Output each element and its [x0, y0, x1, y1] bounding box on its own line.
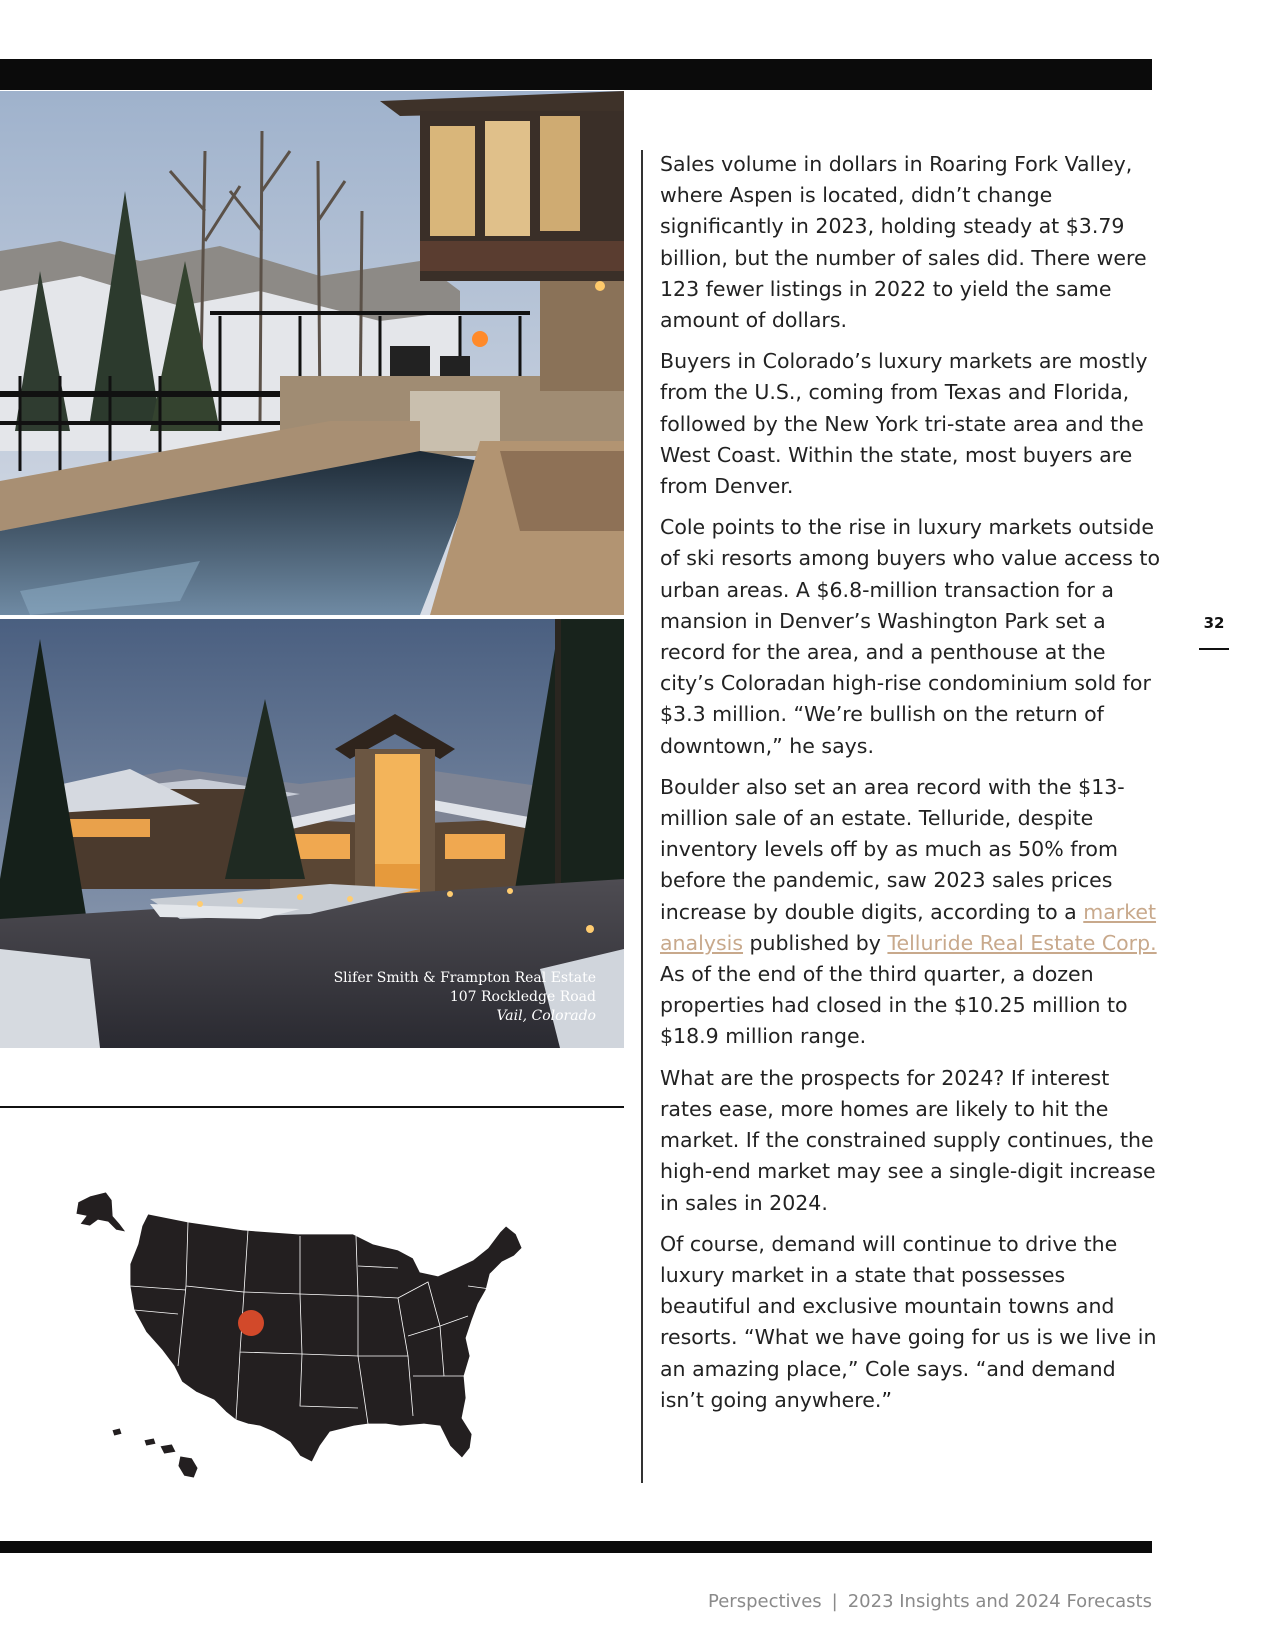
page-number: 32 [1203, 614, 1225, 632]
telluride-real-estate-link[interactable]: Telluride Real Estate Corp. [887, 930, 1157, 955]
article-paragraph [660, 772, 1160, 1053]
caption-address: 107 Rockledge Road [449, 989, 596, 1005]
article-paragraph: What are the prospects for 2024? If interest rates ease, more homes are likely to hit the market. If the constrained supply continues, the high-end market may see a single-digit increase in sales in 2024. [660, 1065, 1156, 1215]
top-bar [0, 59, 1152, 90]
photo-pool-terrace [0, 91, 624, 615]
paragraph-text: Boulder also set an area record with the $13-million sale of an estate. Telluride, despite inventory levels off by as much as 50% from before the pandemic, saw 2023 sales prices increase by double digits, according to a [660, 774, 1125, 924]
photo-caption [334, 969, 596, 1026]
column-divider [641, 150, 643, 1483]
article-paragraph: Sales volume in dollars in Roaring Fork Valley, where Aspen is located, didn’t change significantly in 2023, holding steady at $3.79 billion, but the number of sales did. There were 123 fewer listings in 2022 to yield the same amount of dollars. [660, 152, 1147, 333]
paragraph-text: As of the end of the third quarter, a dozen properties had closed in the $10.25 million to $18.9 million range. [660, 962, 1128, 1049]
footer-separator: | [831, 1591, 838, 1612]
footer [708, 1591, 1152, 1612]
article-paragraph: Buyers in Colorado’s luxury markets are mostly from the U.S., coming from Texas and Florida, followed by the New York tri-state area and the West Coast. Within the state, most buyers are from Denver. [660, 349, 1148, 499]
bottom-bar [0, 1541, 1152, 1553]
market-analysis-link[interactable]: market analysis [660, 899, 1157, 955]
article-paragraph: Cole points to the rise in luxury markets outside of ski resorts among buyers who value access to urban areas. A $6.8-million transaction for a mansion in Denver’s Washington Park set a record for the area, and a penthouse at the city’s Coloradan high-rise condominium sold for $3.3 million. “We’re bullish on the return of downtown,” he says. [660, 515, 1160, 758]
paragraph-text: published by [743, 930, 888, 955]
us-map [68, 1186, 558, 1502]
page-number-rule [1199, 648, 1229, 650]
horizontal-divider [0, 1106, 624, 1108]
article-body [660, 149, 1160, 1426]
caption-agency: Slifer Smith & Frampton Real Estate [333, 970, 596, 986]
article-paragraph: Of course, demand will continue to drive the luxury market in a state that possesses beautiful and exclusive mountain towns and resorts. “What we have going for us is we live in an amazing place,” Cole says. “and demand isn’t going anywhere.” [660, 1231, 1157, 1412]
photo-lodge-exterior [0, 619, 624, 1048]
footer-publication: Perspectives [708, 1591, 822, 1612]
caption-location: Vail, Colorado [496, 1008, 596, 1024]
footer-title: 2023 Insights and 2024 Forecasts [847, 1591, 1152, 1612]
